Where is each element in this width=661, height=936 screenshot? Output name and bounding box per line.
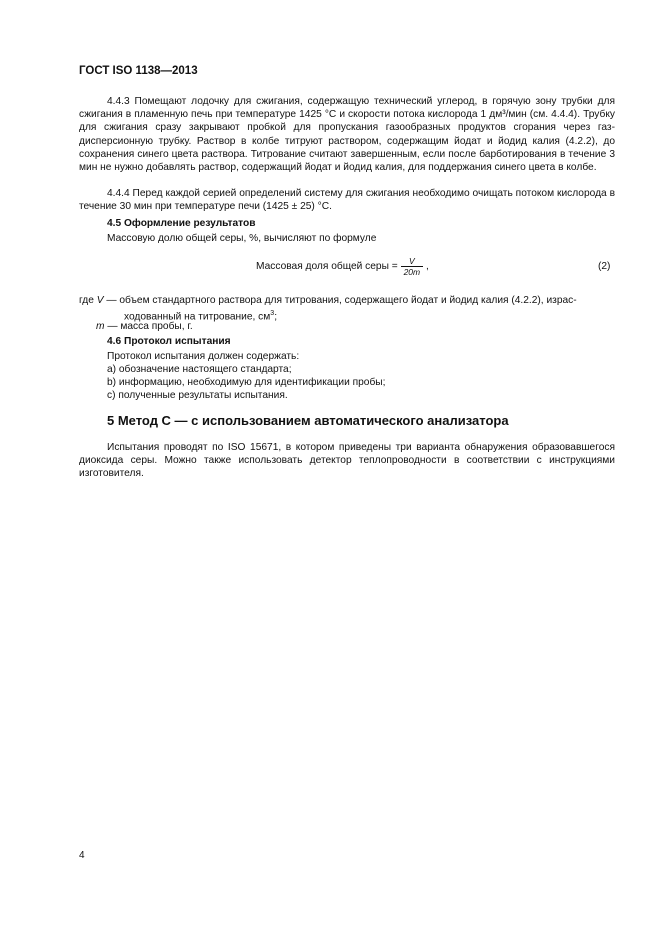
section-4-6-title: 4.6 Протокол испытания xyxy=(107,336,231,347)
where-v-symbol: V xyxy=(96,295,104,306)
paragraph-4-4-4: 4.4.4 Перед каждой серией определений систему для сжигания необходимо очищать потоком кислорода в течение 30 мин при температуре печи (1425 ± 25) °С. xyxy=(79,188,615,213)
list-item: c) полученные результаты испытания. xyxy=(107,390,288,401)
where-m-text: — масса пробы, г. xyxy=(107,321,193,332)
list-item: b) информацию, необходимую для идентификации пробы; xyxy=(107,377,386,388)
section-4-5-intro: Массовую долю общей серы, %, вычисляют по формуле xyxy=(107,233,377,244)
paragraph-4-4-3: 4.4.3 Помещают лодочку для сжигания, содержащую технический углерод, в горячую зону трубки для сжигания в пламенную печь при температуре 1425 °С и скорости потока кислорода 1 дм³/мин (см. 4.4.4). Трубку для сжигания сразу закрывают пробкой для пропускания газообразных продуктов сгорания через газ-дисперсионную трубку. Раствор в колбе титруют раствором, содержащим йодат и йодид калия (4.2.2), до сохранения синего цвета раствора. Титрование считают завершенным, если после барботирования в течение 3 мин не нужно добавлять раствор, содержащий йодат и йодид калия, для поддержания синего цвета в колбе. xyxy=(79,96,615,174)
where-m-line xyxy=(96,320,193,333)
formula-tail: , xyxy=(425,261,429,273)
formula xyxy=(256,256,429,277)
section-4-6-intro: Протокол испытания должен содержать: xyxy=(107,351,300,362)
where-prefix: где xyxy=(79,295,94,306)
section-5-title: 5 Метод С — с использованием автоматического анализатора xyxy=(107,413,509,428)
section-5-text: Испытания проводят по ISO 15671, в котором приведены три варианта обнаружения образовавшегося диоксида серы. Можно также использовать детектор теплопроводности в соответствии с инструкциями изготовителя. xyxy=(79,442,615,480)
list-item: a) обозначение настоящего стандарта; xyxy=(107,364,292,375)
page-number: 4 xyxy=(79,850,85,861)
where-v-end: ; xyxy=(274,311,278,323)
where-v-line-1 xyxy=(79,294,577,307)
where-v-text-2: ходованный на титрование, см xyxy=(124,311,271,323)
formula-fraction xyxy=(401,256,424,277)
formula-denominator: 20m xyxy=(403,267,421,277)
formula-lhs: Массовая доля общей серы = xyxy=(256,261,398,273)
where-v-text-1: объем стандартного раствора для титрования, содержащего йодат и йодид калия (4.2.2), израс- xyxy=(119,295,577,306)
where-m-symbol: m xyxy=(96,321,105,332)
where-v-dash: — xyxy=(106,295,117,306)
formula-numerator: V xyxy=(401,256,424,267)
document-header: ГОСТ ISO 1138—2013 xyxy=(79,65,198,77)
section-4-5-title: 4.5 Оформление результатов xyxy=(107,218,256,229)
where-v-sup: 3 xyxy=(270,310,275,317)
formula-number: (2) xyxy=(598,261,611,272)
